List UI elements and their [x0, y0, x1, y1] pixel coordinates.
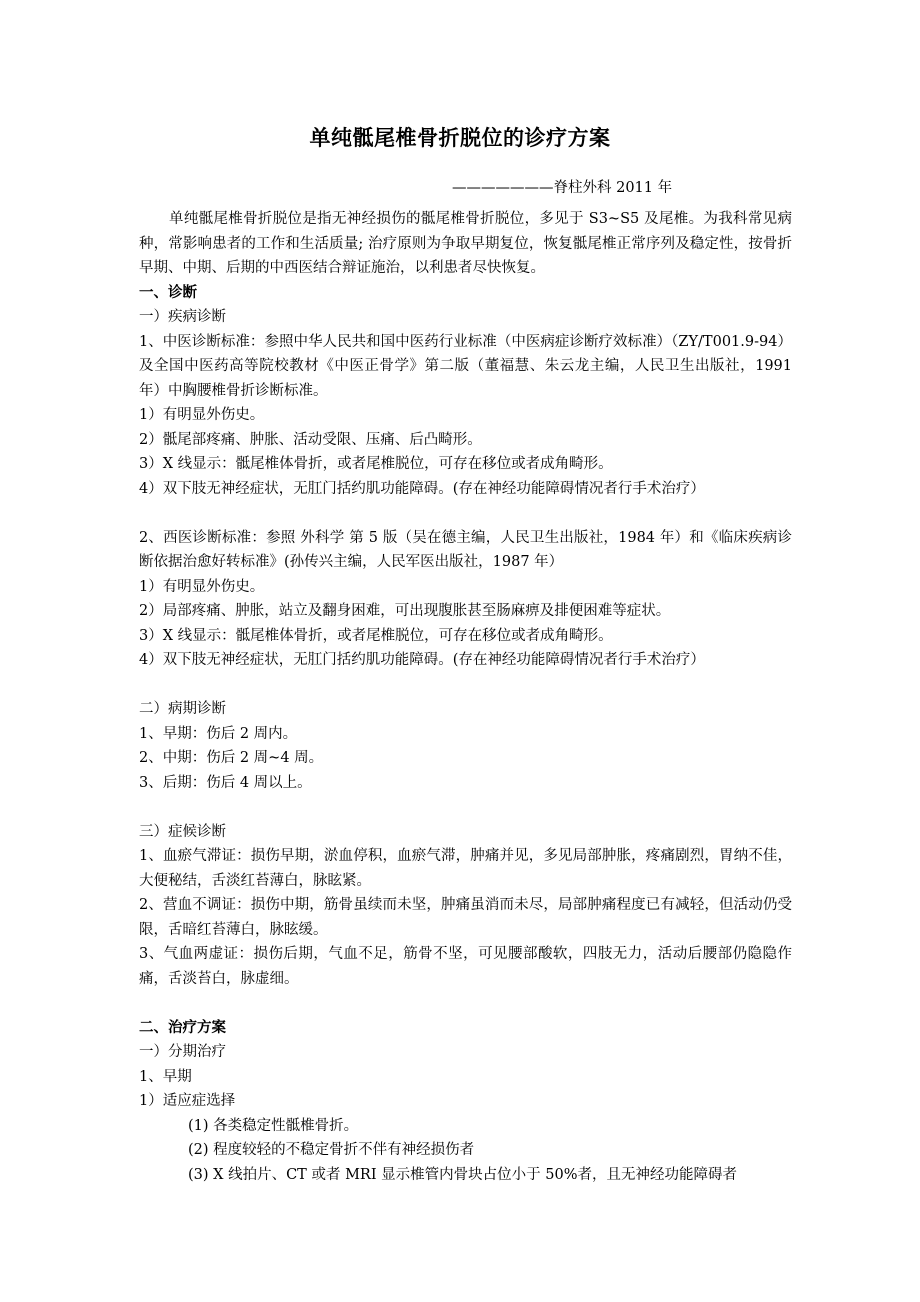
section-heading-diagnosis: 一、诊断: [139, 284, 197, 301]
spacer: [139, 673, 792, 698]
list-item: 2）骶尾部疼痛、肿胀、活动受限、压痛、后凸畸形。: [139, 431, 482, 448]
spacer: [139, 795, 792, 820]
intro-paragraph: 单纯骶尾椎骨折脱位是指无神经损伤的骶尾椎骨折脱位，多见于 S3~S5 及尾椎。为我科常见病种，常影响患者的工作和生活质量; 治疗原则为争取早期复位，恢复骶尾椎正常序列及稳定性，按骨折早期、中期、后期的中西医结合辩证施治，以利患者尽快恢复。: [139, 211, 792, 276]
section-heading-treatment: 二、治疗方案: [139, 1019, 226, 1036]
list-item: 1）有明显外伤史。: [139, 578, 265, 595]
document-body: [139, 207, 792, 1187]
stage-heading-early: 1、早期: [139, 1068, 192, 1085]
list-item: 3、后期：伤后 4 周以上。: [139, 774, 312, 791]
list-item: 1、早期：伤后 2 周内。: [139, 725, 298, 742]
list-item: (3) X 线拍片、CT 或者 MRI 显示椎管内骨块占位小于 50%者，且无神经功能障碍者: [188, 1166, 738, 1183]
list-item: 4）双下肢无神经症状，无肛门括约肌功能障碍。(存在神经功能障碍情况者行手术治疗）: [139, 652, 705, 668]
tcm-criteria-paragraph: 1、中医诊断标准：参照中华人民共和国中医药行业标准（中医病症诊断疗效标准）（ZY/T001.9-94）及全国中医药高等院校教材《中医正骨学》第二版（董福慧、朱云龙主编，人民卫生出版社，1991 年）中胸腰椎骨折诊断标准。: [139, 333, 792, 399]
spacer: [139, 991, 792, 1016]
document-title: 单纯骶尾椎骨折脱位的诊疗方案: [309, 126, 611, 150]
list-item: (1) 各类稳定性骶椎骨折。: [188, 1117, 359, 1134]
subsection-heading-stage: 二）病期诊断: [139, 701, 226, 717]
western-criteria-paragraph: 2、西医诊断标准：参照 外科学 第 5 版（吴在德主编，人民卫生出版社，1984 年）和《临床疾病诊断依据治愈好转标准》(孙传兴主编，人民军医出版社，1987 年）: [139, 529, 792, 570]
list-item: 3、气血两虚证：损伤后期，气血不足，筋骨不坚，可见腰部酸软，四肢无力，活动后腰部仍隐隐作痛，舌淡苔白，脉虚细。: [139, 946, 792, 987]
list-item: 1、血瘀气滞证：损伤早期，淤血停积，血瘀气滞，肿痛并见，多见局部肿胀，疼痛剧烈，胃纳不佳，大便秘结，舌淡红苔薄白，脉眩紧。: [139, 848, 792, 889]
list-item: 2、营血不调证：损伤中期，筋骨虽续而未坚，肿痛虽消而未尽，局部肿痛程度已有减轻，但活动仍受限，舌暗红苔薄白，脉眩缓。: [139, 897, 792, 938]
spacer: [139, 501, 792, 526]
list-item: 3）X 线显示：骶尾椎体骨折，或者尾椎脱位，可存在移位或者成角畸形。: [139, 456, 613, 472]
indication-heading: 1）适应症选择: [139, 1093, 236, 1109]
list-item: 1）有明显外伤史。: [139, 407, 265, 423]
subsection-heading-disease: 一）疾病诊断: [139, 309, 226, 325]
subsection-heading-syndrome: 三）症候诊断: [139, 823, 226, 840]
subsection-heading-staged-treatment: 一）分期治疗: [139, 1044, 226, 1060]
document-byline: ———————脊柱外科 2011 年: [452, 180, 673, 196]
list-item: 2、中期：伤后 2 周~4 周。: [139, 750, 324, 766]
list-item: 2）局部疼痛、肿胀，站立及翻身困难，可出现腹胀甚至肠麻痹及排便困难等症状。: [139, 603, 671, 619]
list-item: (2) 程度较轻的不稳定骨折不伴有神经损伤者: [188, 1142, 475, 1158]
list-item: 4）双下肢无神经症状，无肛门括约肌功能障碍。(存在神经功能障碍情况者行手术治疗）: [139, 480, 705, 497]
list-item: 3）X 线显示：骶尾椎体骨折，或者尾椎脱位，可存在移位或者成角畸形。: [139, 627, 613, 644]
